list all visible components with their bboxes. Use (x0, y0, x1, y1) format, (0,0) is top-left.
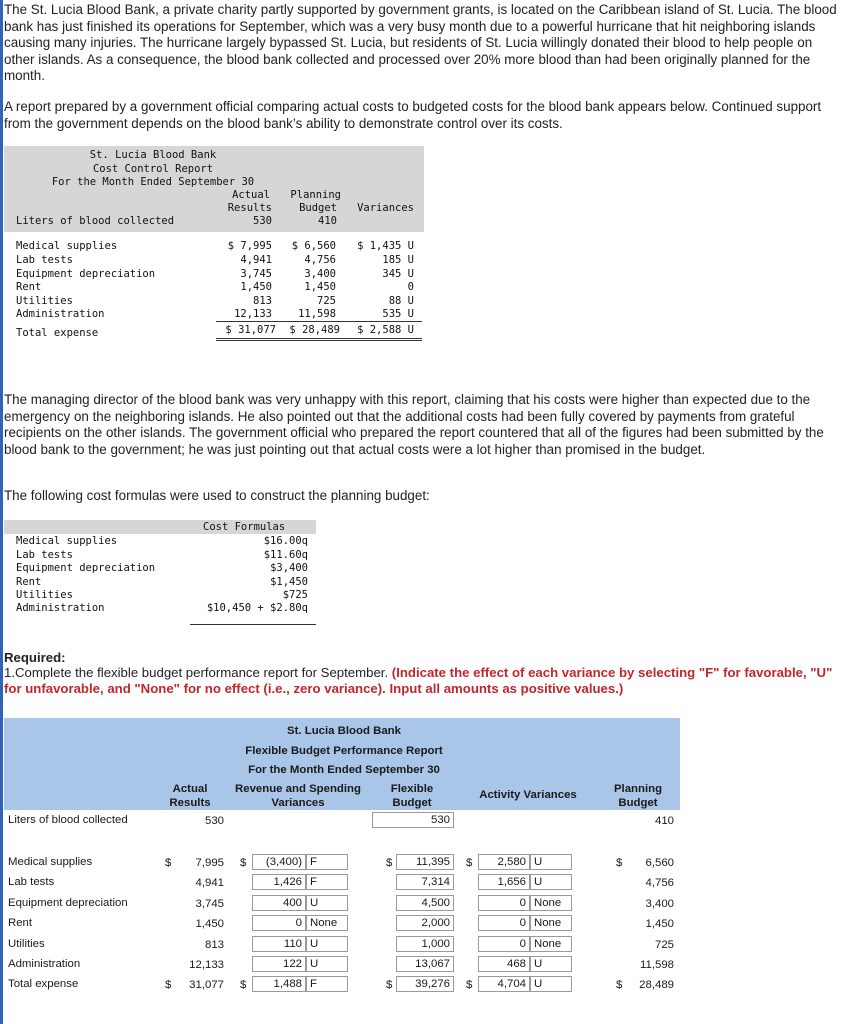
revenue-effect-select[interactable]: F (306, 854, 348, 870)
currency-sign: $ (240, 857, 247, 869)
currency-sign: $ (240, 979, 247, 991)
report-title-3: For the Month Ended September 30 (51, 176, 255, 188)
flex-row-planning: 11,598 (640, 959, 674, 971)
currency-sign: $ (466, 857, 473, 869)
revenue-variance-input[interactable]: (3,400) (252, 854, 306, 870)
report-row-label: Rent (16, 281, 42, 293)
report-row-actual: 1,450 (240, 281, 272, 293)
report-title-2: Cost Control Report (92, 163, 214, 175)
formula-row-value: $16.00q (263, 535, 308, 547)
flex-row-label: Medical supplies (8, 856, 93, 868)
flex-row-label: Equipment depreciation (8, 897, 128, 909)
flex-row-actual: 813 (204, 939, 224, 951)
report-row-label: Lab tests (16, 254, 73, 266)
report-row-actual: 4,941 (240, 254, 272, 266)
currency-sign: $ (165, 979, 172, 991)
report-row-planning: 725 (317, 295, 336, 307)
total-label: Total expense (16, 327, 99, 339)
revenue-variance-input[interactable]: 1,426 (252, 874, 306, 890)
activity-effect-select[interactable]: U (530, 874, 572, 890)
report-row-planning: 4,756 (304, 254, 336, 266)
total-double-rule-2 (216, 340, 422, 341)
revenue-effect-select[interactable]: U (306, 936, 348, 952)
flex-liters-actual: 530 (204, 815, 224, 827)
flexible-budget-input[interactable]: 4,500 (396, 895, 454, 911)
report-row-planning: 3,400 (304, 268, 336, 280)
flexible-budget-input[interactable]: 1,000 (396, 936, 454, 952)
liters-actual: 530 (253, 215, 272, 227)
currency-sign: $ (165, 857, 172, 869)
revenue-variance-input[interactable]: 122 (252, 956, 306, 972)
formula-row-label: Equipment depreciation (16, 562, 156, 574)
required-heading: Required: (4, 650, 66, 665)
report-row-variance: 0 (407, 281, 414, 293)
formula-row-label: Lab tests (16, 549, 73, 561)
col-flexible-budget-1: Flexible (390, 783, 434, 795)
report-row-label: Utilities (16, 295, 73, 307)
report-row-variance: 88 U (388, 295, 414, 307)
flex-row-planning-total: 28,489 (639, 979, 674, 991)
report-row-variance: 535 U (382, 308, 414, 320)
flex-row-planning: 725 (654, 939, 674, 951)
formula-row-value: $725 (282, 589, 308, 601)
intro-paragraph-2: A report prepared by a government official comparing actual costs to budgeted costs for the blood bank appears below. Continued support from the government depends on the blood bank’s ability to demonstrate control over its costs. (4, 99, 822, 131)
activity-variance-input[interactable]: 468 (478, 956, 530, 972)
col-activity-variances: Activity Variances (479, 789, 577, 801)
required-text (4, 665, 844, 697)
formula-row-value: $1,450 (270, 576, 308, 588)
activity-effect-select-total[interactable]: U (530, 976, 572, 992)
col-planning-budget-1: Planning (613, 783, 663, 795)
report-row-planning: $ 6,560 (291, 240, 336, 252)
formula-row-label: Utilities (16, 589, 73, 601)
currency-sign: $ (386, 857, 393, 869)
revenue-effect-select[interactable]: None (306, 915, 348, 931)
col-actual-2: Results (227, 202, 272, 214)
report-row-variance: $ 1,435 U (357, 240, 414, 252)
revenue-variance-input[interactable]: 400 (252, 895, 306, 911)
activity-variance-input[interactable]: 2,580 (478, 854, 530, 870)
currency-sign: $ (616, 979, 623, 991)
activity-variance-input[interactable]: 0 (478, 936, 530, 952)
activity-effect-select[interactable]: U (530, 854, 572, 870)
liters-label: Liters of blood collected (16, 215, 175, 227)
revenue-variance-input[interactable]: 110 (252, 936, 306, 952)
flex-row-actual: 4,941 (195, 877, 224, 889)
flex-row-label: Rent (8, 917, 33, 929)
col-planning-2: Budget (299, 202, 337, 214)
total-variance: $ 2,588 U (357, 324, 414, 336)
flex-row-label-total: Total expense (8, 978, 79, 990)
report-row-actual: 3,745 (240, 268, 272, 280)
report-row-actual: 813 (253, 295, 272, 307)
currency-sign: $ (466, 979, 473, 991)
flex-liters-planning: 410 (654, 815, 674, 827)
total-double-rule-1 (216, 338, 422, 339)
report-row-planning: 1,450 (304, 281, 336, 293)
col-variances: Variances (357, 202, 414, 214)
flex-row-label: Utilities (8, 938, 45, 950)
report-row-variance: 185 U (382, 254, 414, 266)
report-row-variance: 345 U (382, 268, 414, 280)
flexible-budget-input-total[interactable]: 39,276 (396, 976, 454, 992)
liters-planning: 410 (318, 215, 337, 227)
formula-row-label: Medical supplies (16, 535, 118, 547)
middle-paragraph-1: The managing director of the blood bank was very unhappy with this report, claiming that his costs were higher than expected due to the emergency on the neighboring islands. He also pointed out that the additional costs had been fully covered by payments from grateful recipients on the other islands. The government official who prepared the report countered that all of the figures had been submitted by the blood bank to the government; he was just pointing out that actual costs were a lot higher than promised in the budget. (4, 392, 824, 457)
revenue-effect-select[interactable]: U (306, 956, 348, 972)
formula-row-value: $3,400 (270, 562, 308, 574)
flexible-budget-input[interactable]: 13,067 (396, 956, 454, 972)
flex-title-3: For the Month Ended September 30 (248, 764, 440, 776)
flex-liters-label: Liters of blood collected (8, 814, 128, 826)
formula-row-value: $10,450 + $2.80q (206, 602, 308, 614)
revenue-variance-input-total[interactable]: 1,488 (252, 976, 306, 992)
flex-row-actual: 3,745 (195, 898, 224, 910)
activity-variance-input-total[interactable]: 4,704 (478, 976, 530, 992)
col-actual-1: Actual (232, 189, 270, 201)
col-flexible-budget-2: Budget (392, 797, 432, 809)
report-row-actual: 12,133 (234, 308, 272, 320)
col-actual-results-1: Actual (172, 783, 208, 795)
cost-formulas-table (4, 520, 316, 626)
total-actual: $ 31,077 (225, 324, 276, 336)
flex-title-2: Flexible Budget Performance Report (245, 745, 443, 757)
report-row-label: Administration (16, 308, 105, 320)
report-row-actual: $ 7,995 (227, 240, 272, 252)
report-title-1: St. Lucia Blood Bank (89, 149, 217, 161)
col-revenue-spending-1: Revenue and Spending (235, 783, 361, 795)
flex-title-1: St. Lucia Blood Bank (287, 725, 401, 737)
intro-paragraph-1: The St. Lucia Blood Bank, a private charity partly supported by government grants, is located on the Caribbean island of St. Lucia. The blood bank has just finished its operations for September, which was a very busy month due to a powerful hurricane that hit neighboring islands causing many injuries. The hurricane largely bypassed St. Lucia, but residents of St. Lucia willingly donated their blood to help people on other islands. As a consequence, the blood bank collected and processed over 20% more blood than had been originally planned for the month. (4, 2, 837, 84)
flexible-budget-input[interactable]: 7,314 (396, 874, 454, 890)
revenue-variance-input[interactable]: 0 (252, 915, 306, 931)
cost-control-report (4, 146, 424, 344)
col-planning-budget-2: Budget (618, 797, 658, 809)
flex-row-actual: 7,995 (195, 857, 224, 869)
formula-row-label: Rent (16, 576, 42, 588)
formula-row-value: $11.60q (263, 549, 308, 561)
currency-sign: $ (616, 857, 623, 869)
activity-effect-select[interactable]: None (530, 895, 572, 911)
flex-row-actual-total: 31,077 (189, 979, 224, 991)
flex-row-label: Lab tests (8, 876, 55, 888)
flexible-budget-input[interactable]: 2,000 (396, 915, 454, 931)
total-planning: $ 28,489 (289, 324, 340, 336)
flex-row-planning: 3,400 (645, 898, 674, 910)
required-instruction: (Indicate the effect of each variance by selecting "F" for favorable, "U" for unfavorable, and "None" for no effect (i.e., zero variance). Input all amounts as positive values.) (4, 665, 833, 696)
left-accent-bar (0, 0, 3, 1024)
flex-row-planning: 1,450 (645, 918, 674, 930)
activity-variance-input[interactable]: 0 (478, 895, 530, 911)
col-actual-results-2: Results (169, 797, 211, 809)
flex-row-actual: 12,133 (189, 959, 224, 971)
flex-row-planning: 6,560 (645, 857, 674, 869)
activity-effect-select[interactable]: None (530, 936, 572, 952)
report-row-label: Equipment depreciation (16, 268, 156, 280)
subtotal-rule (216, 321, 422, 322)
report-row-planning: 11,598 (298, 308, 336, 320)
report-row-label: Medical supplies (16, 240, 118, 252)
flex-liters-flexible-input[interactable]: 530 (372, 812, 454, 828)
flexible-budget-input[interactable]: 11,395 (396, 854, 454, 870)
formulas-header: Cost Formulas (203, 521, 286, 533)
formula-row-label: Administration (16, 602, 105, 614)
revenue-effect-select[interactable]: F (306, 874, 348, 890)
revenue-effect-select-total[interactable]: F (306, 976, 348, 992)
activity-variance-input[interactable]: 0 (478, 915, 530, 931)
middle-paragraph-2: The following cost formulas were used to construct the planning budget: (4, 488, 430, 503)
flex-row-planning: 4,756 (645, 877, 674, 889)
currency-sign: $ (386, 979, 393, 991)
activity-effect-select[interactable]: None (530, 915, 572, 931)
col-revenue-spending-2: Variances (271, 797, 325, 809)
required-task: 1.Complete the flexible budget performance report for September. (4, 665, 392, 680)
activity-variance-input[interactable]: 1,656 (478, 874, 530, 890)
formulas-rule (190, 624, 316, 625)
activity-effect-select[interactable]: U (530, 956, 572, 972)
revenue-effect-select[interactable]: U (306, 895, 348, 911)
col-planning-1: Planning (290, 189, 341, 201)
flexible-budget-report (4, 718, 680, 1016)
flex-row-label: Administration (8, 958, 81, 970)
flex-row-actual: 1,450 (195, 918, 224, 930)
